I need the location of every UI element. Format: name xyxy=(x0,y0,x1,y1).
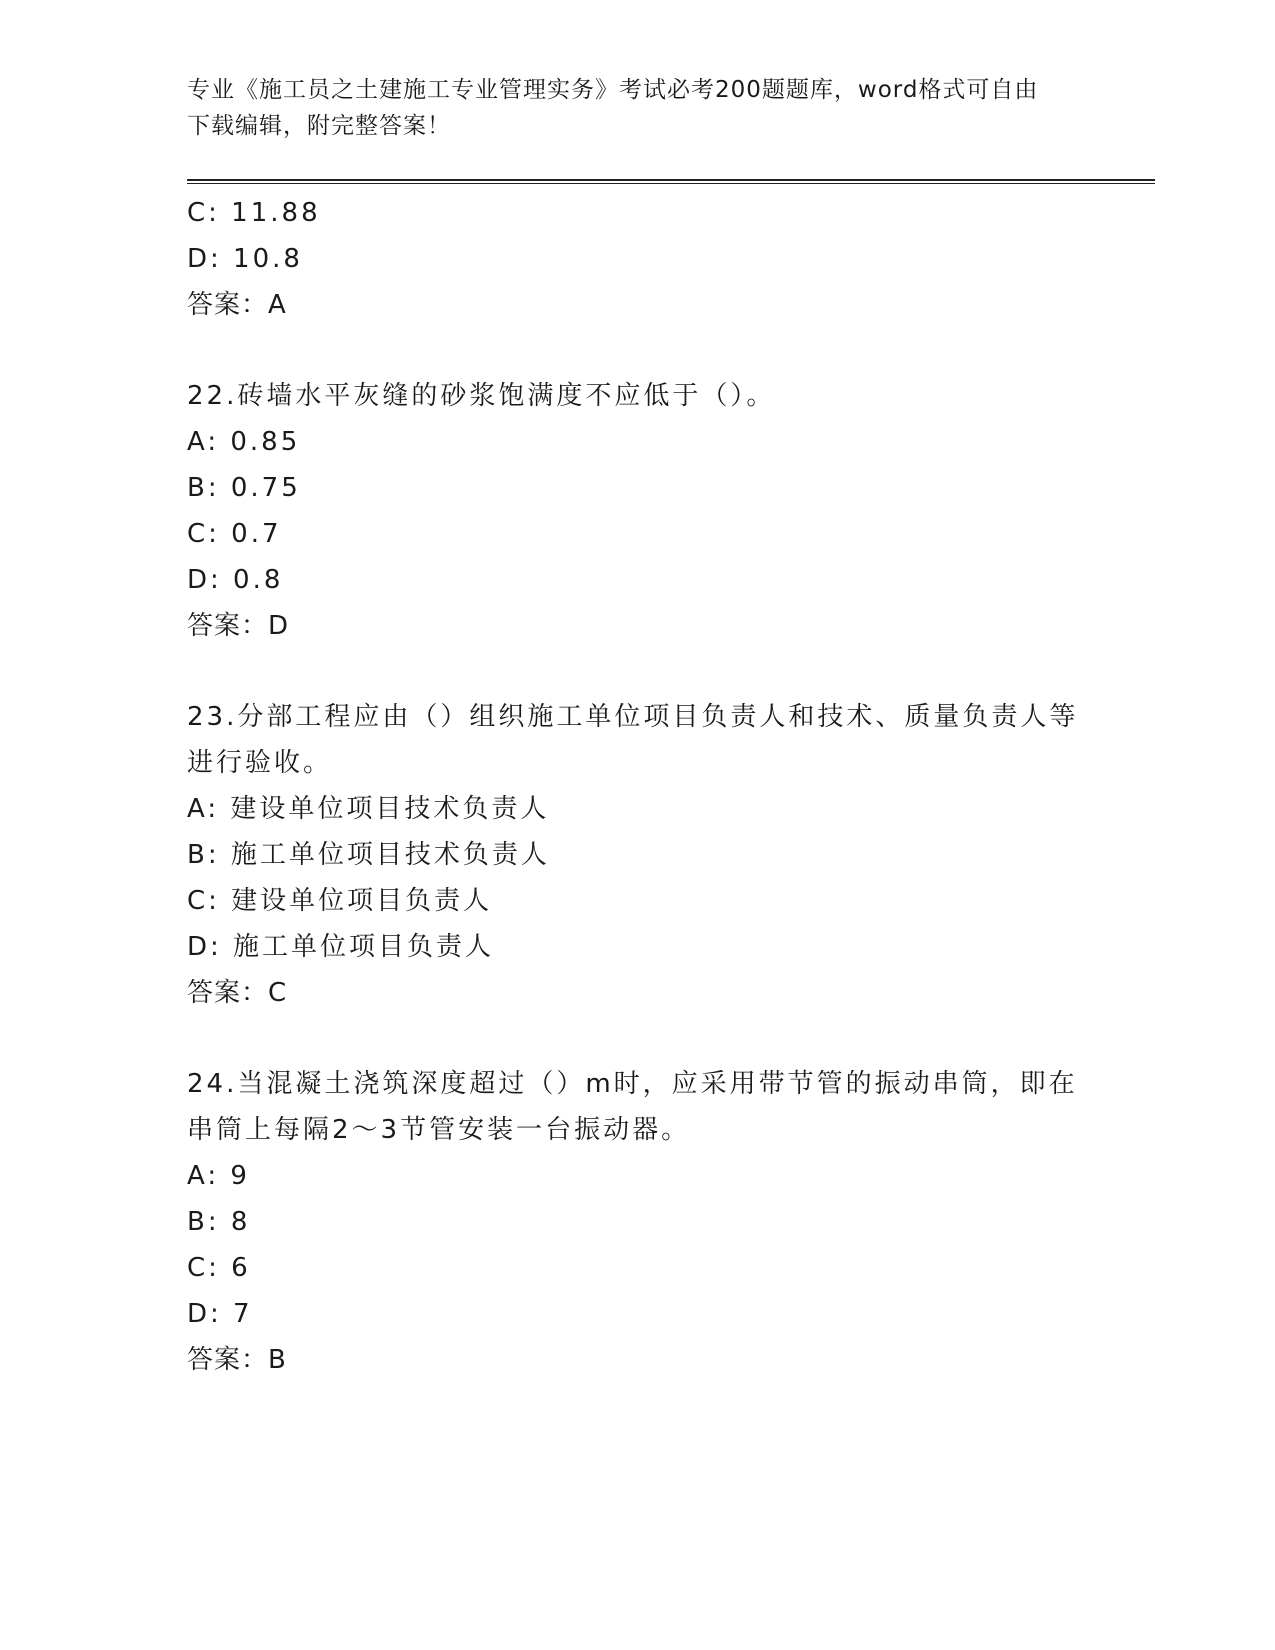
question-21-tail xyxy=(187,190,1087,328)
option-c: C: 6 xyxy=(187,1253,251,1283)
option-d: D: 0.8 xyxy=(187,565,284,595)
question-list xyxy=(187,190,1087,1383)
question-stem-line-1: 23.分部工程应由（）组织施工单位项目负责人和技术、质量负责人等 xyxy=(187,702,1079,732)
answer-line: 答案：D xyxy=(187,611,290,641)
question-stem-line-2: 进行验收。 xyxy=(187,748,333,778)
question-stem-line-2: 串筒上每隔2～3节管安装一台振动器。 xyxy=(187,1115,691,1145)
option-b: B: 8 xyxy=(187,1207,251,1237)
option-d: D: 施工单位项目负责人 xyxy=(187,932,495,962)
spacer xyxy=(187,328,1087,373)
question-23 xyxy=(187,694,1087,1016)
answer-line: 答案：A xyxy=(187,290,287,320)
header-rule-thin xyxy=(187,183,1155,184)
header-rule-thick xyxy=(187,179,1155,181)
option-c: C: 建设单位项目负责人 xyxy=(187,886,493,916)
option-b: B: 0.75 xyxy=(187,473,301,503)
option-c: C: 0.7 xyxy=(187,519,282,549)
question-stem: 22.砖墙水平灰缝的砂浆饱满度不应低于（）。 xyxy=(187,381,776,411)
answer-line: 答案：C xyxy=(187,978,288,1008)
answer-line: 答案：B xyxy=(187,1345,287,1375)
spacer xyxy=(187,649,1087,694)
option-a: A: 0.85 xyxy=(187,427,301,457)
spacer xyxy=(187,1016,1087,1061)
document-header xyxy=(187,72,1067,144)
option-b: B: 施工单位项目技术负责人 xyxy=(187,840,550,870)
question-24 xyxy=(187,1061,1087,1383)
question-22 xyxy=(187,373,1087,649)
option-a: A: 9 xyxy=(187,1161,250,1191)
option-a: A: 建设单位项目技术负责人 xyxy=(187,794,550,824)
option-c: C: 11.88 xyxy=(187,198,321,228)
option-d: D: 7 xyxy=(187,1299,253,1329)
header-line-1: 专业《施工员之土建施工专业管理实务》考试必考200题题库，word格式可自由 xyxy=(187,77,1039,103)
option-d: D: 10.8 xyxy=(187,244,303,274)
header-line-2: 下载编辑，附完整答案！ xyxy=(187,113,451,139)
question-stem-line-1: 24.当混凝土浇筑深度超过（）m时，应采用带节管的振动串筒，即在 xyxy=(187,1069,1078,1099)
